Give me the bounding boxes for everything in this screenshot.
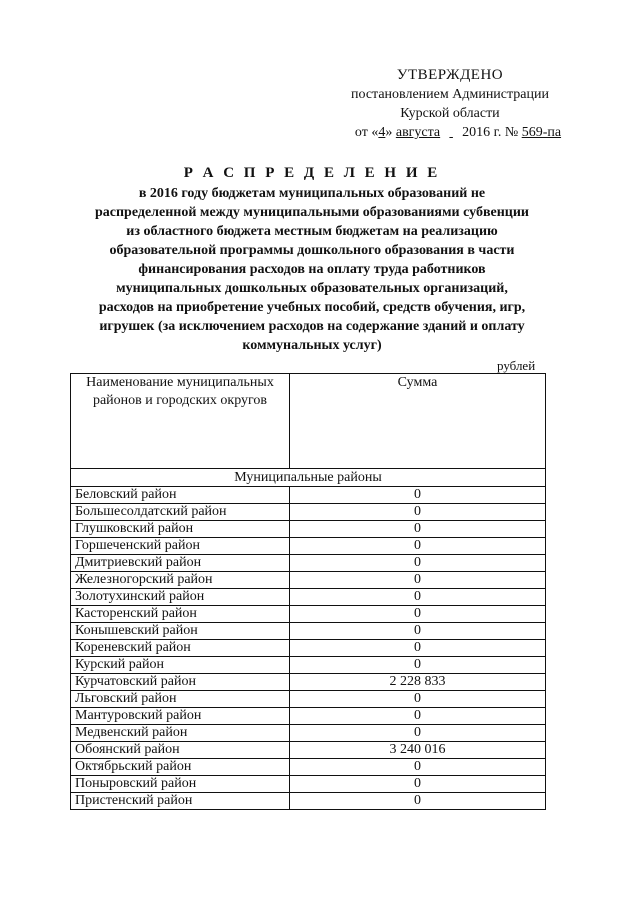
district-sum: 0: [290, 504, 546, 521]
district-name: Глушковский район: [71, 521, 290, 538]
district-sum: 0: [290, 691, 546, 708]
table-row: [71, 487, 546, 504]
district-sum: 0: [290, 623, 546, 640]
district-name: Льговский район: [71, 691, 290, 708]
table-row: [71, 691, 546, 708]
date-year: 2016 г. №: [462, 125, 519, 140]
distribution-table: [70, 373, 546, 810]
heading-line-4: образовательной программы дошкольного образования в части: [109, 243, 515, 258]
district-name: Дмитриевский район: [71, 555, 290, 572]
date-month: августа: [395, 125, 441, 140]
table-row: [71, 521, 546, 538]
district-sum: 0: [290, 776, 546, 793]
unit-label: рублей: [497, 358, 536, 373]
decree-number: 569-па: [521, 125, 562, 140]
district-name: Горшеченский район: [71, 538, 290, 555]
table-row: [71, 708, 546, 725]
heading-line-3: из областного бюджета местным бюджетам на реализацию: [126, 224, 498, 239]
district-name: Мантуровский район: [71, 708, 290, 725]
document-heading: [72, 164, 552, 355]
district-sum: 0: [290, 640, 546, 657]
district-sum: 0: [290, 555, 546, 572]
district-name: Поныровский район: [71, 776, 290, 793]
district-name: Кореневский район: [71, 640, 290, 657]
table-row: [71, 742, 546, 759]
district-sum: 0: [290, 793, 546, 810]
district-name: Конышевский район: [71, 623, 290, 640]
approval-line-1: постановлением Администрации: [351, 87, 549, 102]
heading-line-6: муниципальных дошкольных образовательных организаций,: [116, 281, 508, 296]
table-row: [71, 776, 546, 793]
district-sum: 2 228 833: [290, 674, 546, 691]
district-name: Большесолдатский район: [71, 504, 290, 521]
district-name: Железногорский район: [71, 572, 290, 589]
approval-date-line: [308, 123, 608, 142]
table-row: [71, 623, 546, 640]
table-row: [71, 725, 546, 742]
district-sum: 0: [290, 538, 546, 555]
table-row: [71, 640, 546, 657]
heading-line-5: финансирования расходов на оплату труда работников: [138, 262, 486, 277]
heading-line-2: распределенной между муниципальными образованиями субвенции: [94, 205, 529, 220]
table-row: [71, 674, 546, 691]
district-sum: 0: [290, 589, 546, 606]
approval-block: [300, 66, 600, 142]
heading-line-7: расходов на приобретение учебных пособий, средств обучения, игр,: [98, 300, 526, 315]
table-row: [71, 538, 546, 555]
table-row: [71, 555, 546, 572]
section-title: Муниципальные районы: [71, 469, 546, 487]
table-row: [71, 657, 546, 674]
district-name: Обоянский район: [71, 742, 290, 759]
district-name: Курский район: [71, 657, 290, 674]
district-sum: 3 240 016: [290, 742, 546, 759]
table-row: [71, 589, 546, 606]
district-name: Золотухинский район: [71, 589, 290, 606]
table-row: [71, 759, 546, 776]
district-sum: 0: [290, 708, 546, 725]
district-sum: 0: [290, 725, 546, 742]
district-name: Медвенский район: [71, 725, 290, 742]
date-prefix: от «: [354, 125, 379, 140]
district-sum: 0: [290, 759, 546, 776]
heading-line-1: в 2016 году бюджетам муниципальных образований не: [138, 186, 486, 201]
district-sum: 0: [290, 657, 546, 674]
table-header-row: [71, 374, 546, 469]
column-header-name: Наименование муниципальных районов и городских округов: [71, 374, 290, 469]
district-sum: 0: [290, 572, 546, 589]
district-name: Касторенский район: [71, 606, 290, 623]
date-mid: »: [385, 125, 393, 140]
district-name: Пристенский район: [71, 793, 290, 810]
table-row: [71, 793, 546, 810]
approval-line-2: Курской области: [400, 106, 500, 121]
district-name: Беловский район: [71, 487, 290, 504]
table-row: [71, 504, 546, 521]
district-sum: 0: [290, 521, 546, 538]
district-name: Октябрьский район: [71, 759, 290, 776]
table-row: [71, 606, 546, 623]
section-row: [71, 469, 546, 487]
column-header-sum: Сумма: [290, 374, 546, 469]
heading-line-9: коммунальных услуг): [242, 338, 382, 353]
document-title: Р А С П Р Е Д Е Л Е Н И Е: [183, 165, 441, 181]
date-underline-gap: [440, 123, 462, 142]
table-row: [71, 572, 546, 589]
heading-line-8: игрушек (за исключением расходов на содержание зданий и оплату: [99, 319, 525, 334]
date-day: 4: [378, 125, 386, 140]
district-sum: 0: [290, 487, 546, 504]
approval-title: УТВЕРЖДЕНО: [396, 67, 504, 83]
district-sum: 0: [290, 606, 546, 623]
district-name: Курчатовский район: [71, 674, 290, 691]
